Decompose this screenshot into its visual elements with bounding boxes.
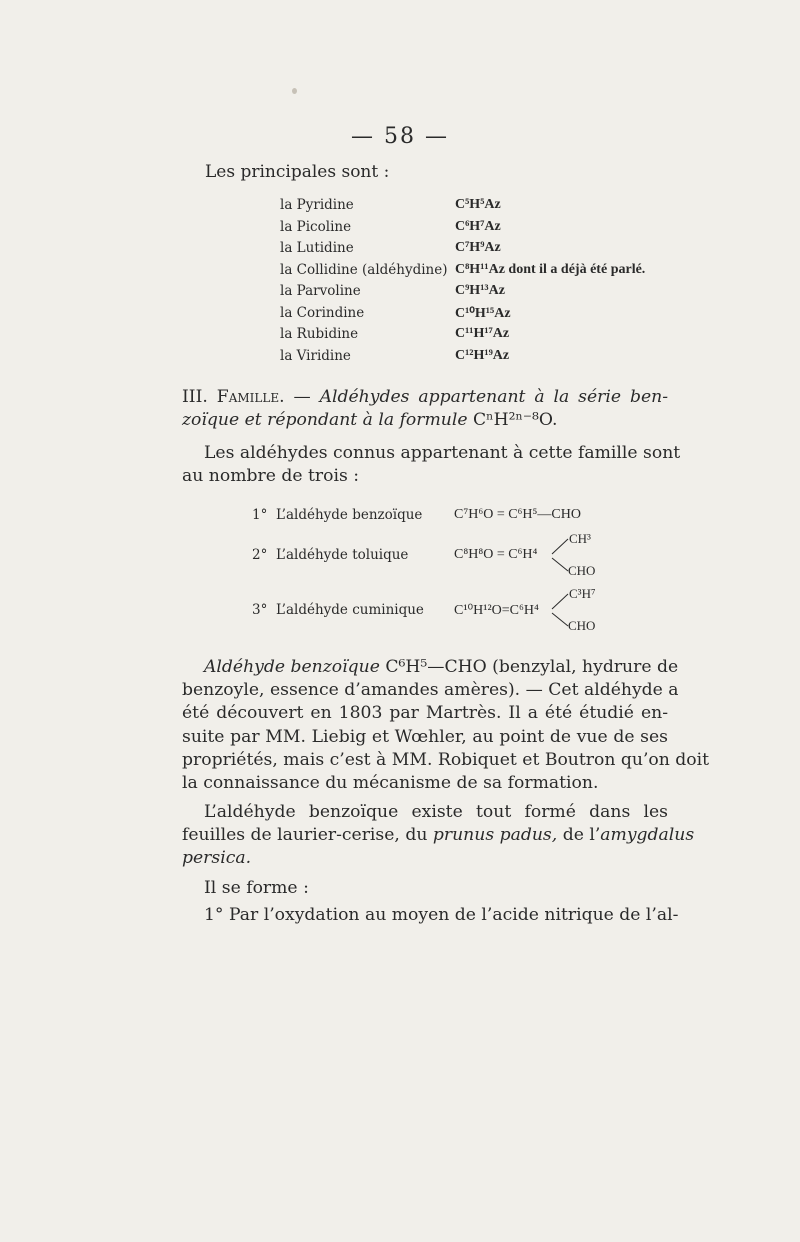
forms-text: Il se forme : — [204, 878, 309, 898]
known-line2: au nombre de trois : — [182, 466, 360, 487]
benzoic-heading: Aldéhyde benzoïque — [204, 657, 380, 677]
pyridine-formula: C⁸H¹¹Az — [455, 261, 505, 277]
pyridine-name: la Parvoline — [280, 283, 361, 299]
exists-line1: L’aldéhyde benzoïque existe tout formé dans les — [204, 802, 668, 822]
pyridine-note: dont il a déjà été parlé. — [508, 261, 646, 277]
aldehyde-name: L’aldéhyde benzoïque — [275, 507, 423, 523]
exists-line2-pre: feuilles de laurier-cerise, du — [182, 825, 428, 846]
aldehyde-formula: C⁷H⁶O = C⁶H⁵—CHO — [454, 507, 581, 522]
branch-line-down — [552, 613, 568, 626]
prunus-padus: prunus padus, — [432, 825, 558, 846]
benzoic-line2: benzoyle, essence d’amandes amères). — Cet aldéhyde a — [182, 680, 679, 701]
exists-paragraph — [182, 801, 695, 871]
pyridine-name: la Viridine — [280, 347, 351, 364]
pyridine-name: la Pyridine — [280, 197, 354, 213]
pyridine-formula-with-note — [455, 262, 645, 278]
ink-spot — [292, 88, 297, 94]
branch-lines-cuminic — [550, 590, 570, 630]
pyridine-name: la Picoline — [280, 218, 352, 235]
branch-line-down — [552, 558, 568, 571]
pyridine-name: la Rubidine — [280, 326, 359, 342]
aldehyde-name: L’aldéhyde toluique — [275, 547, 409, 563]
aldehyde-number: 1° — [252, 507, 268, 523]
family-label: Famille. — [216, 387, 285, 407]
branch-bottom-toluic: CHO — [568, 563, 596, 578]
benzoic-line6: la connaissance du mécanisme de sa formation. — [182, 773, 599, 794]
known-paragraph — [182, 442, 681, 488]
intro-text: Les principales sont : — [205, 162, 390, 182]
persica: persica. — [182, 848, 252, 869]
amygdalus: amygdalus — [600, 825, 695, 846]
page-number: — 58 — — [351, 124, 449, 149]
pyridine-formula: C¹⁰H¹⁵Az — [455, 305, 511, 321]
pyridine-formula: C⁹H¹³Az — [455, 283, 505, 298]
benzoic-line5: propriétés, mais c’est à MM. Robiquet et Boutron qu’on doit — [182, 749, 710, 770]
family-heading — [182, 386, 668, 432]
family-title-line1: Aldéhydes appartenant à la série ben- — [319, 387, 669, 407]
branch-bottom-cuminic: CHO — [568, 618, 596, 633]
forms-paragraph — [182, 877, 668, 900]
aldehyde-number: 3° — [252, 602, 268, 618]
aldehyde-row-toluic — [0, 547, 800, 567]
benzoic-paragraph — [182, 656, 710, 795]
aldehyde-row-cuminic — [0, 602, 800, 622]
branch-top-cuminic: C³H⁷ — [569, 586, 596, 601]
branch-line-up — [552, 539, 568, 554]
pyridine-name: la Collidine (aldéhydine) — [280, 261, 448, 278]
oxidation-paragraph — [182, 904, 679, 927]
branch-line-up — [552, 594, 568, 609]
pyridine-formula: C¹¹H¹⁷Az — [455, 326, 510, 341]
branch-lines-toluic — [550, 535, 570, 575]
pyridine-name: la Lutidine — [280, 240, 354, 256]
aldehyde-number: 2° — [252, 547, 268, 563]
known-line1: Les aldéhydes connus appartenant à cette famille sont — [204, 443, 681, 463]
pyridine-formula: C⁷H⁹Az — [455, 240, 501, 255]
pyridine-formula: C⁵H⁵Az — [455, 197, 501, 212]
aldehyde-row-benzoic — [0, 507, 800, 527]
pyridine-formula: C¹²H¹⁹Az — [455, 347, 510, 363]
pyridine-name: la Corindine — [280, 304, 365, 321]
family-title-line2: zoïque et répondant à la formule — [182, 410, 468, 431]
aldehyde-formula: C¹⁰H¹²O=C⁶H⁴ — [454, 603, 539, 618]
exists-line2-mid: de l’ — [562, 825, 601, 846]
pyridine-formula: C⁶H⁷Az — [455, 218, 501, 234]
benzoic-line1: C⁶H⁵—CHO (benzylal, hydrure de — [385, 657, 679, 677]
family-dash: — — [293, 387, 311, 407]
benzoic-line4: suite par MM. Liebig et Wœhler, au point de vue de ses — [182, 726, 668, 747]
family-number: III. — [182, 387, 208, 407]
aldehyde-formula: C⁸H⁸O = C⁶H⁴ — [454, 547, 538, 562]
branch-top-toluic: CH³ — [569, 531, 591, 546]
oxidation-line: 1° Par l’oxydation au moyen de l’acide nitrique de l’al- — [204, 905, 679, 925]
benzoic-line3: été découvert en 1803 par Martrès. Il a été étudié en- — [182, 703, 668, 724]
family-formula: CⁿH²ⁿ⁻⁸O. — [473, 410, 558, 431]
aldehyde-name: L’aldéhyde cuminique — [275, 602, 424, 618]
